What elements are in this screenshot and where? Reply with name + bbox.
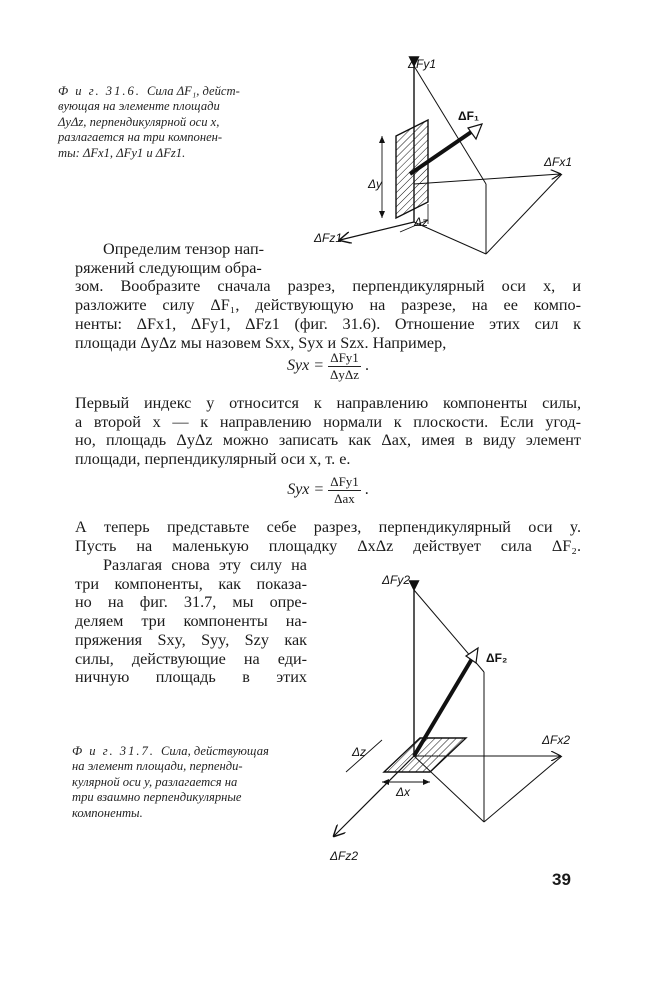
caption-line: Сила, действующая xyxy=(160,744,269,758)
caption-line: разлагается на три компонен- xyxy=(58,130,223,145)
text-line: а второй x — к направлению нормали к плоскости. Если угод- xyxy=(75,412,581,431)
formula-lhs: Syx = xyxy=(287,481,325,499)
paragraph-3-column xyxy=(75,556,307,687)
figure-31-7-label: Ф и г. 31.7. xyxy=(72,744,155,758)
text-line: но, площадь ΔyΔz можно записать как Δax, имея в виду элемент xyxy=(75,431,581,450)
text-line: Пусть на маленькую площадку ΔxΔz действует сила ΔF₂. xyxy=(75,536,581,555)
text-line: площади ΔyΔz мы назовем Sxx, Syx и Szx. Например, xyxy=(75,333,447,352)
label-fx1: ΔFx1 xyxy=(544,155,573,169)
formula-denominator: ΔyΔz xyxy=(330,367,359,382)
text-line: ничную площадь в этих xyxy=(75,668,307,687)
formula-fraction xyxy=(328,350,361,383)
label-fz2: ΔFz2 xyxy=(330,849,359,863)
label-f1: ΔF₁ xyxy=(458,109,479,123)
formula-trail: . xyxy=(364,481,369,499)
paragraph-1 xyxy=(75,240,581,352)
caption-line: ΔyΔz, перпендикулярной оси x, xyxy=(58,114,220,129)
caption-line: вующая на элементе площади xyxy=(58,99,220,114)
formula-denominator: Δax xyxy=(334,491,355,506)
formula-trail: . xyxy=(365,357,369,375)
caption-line: компоненты. xyxy=(72,805,143,820)
label-dz: Δz xyxy=(352,745,367,759)
label-dx: Δx xyxy=(396,785,411,799)
label-fy2: ΔFy2 xyxy=(382,573,411,587)
text-line: разложите силу ΔF₁, действующую на разрезе, на ее компо- xyxy=(75,296,581,315)
paragraph-2 xyxy=(75,394,581,469)
caption-line: ты: ΔFx1, ΔFy1 и ΔFz1. xyxy=(58,145,186,160)
formula-1 xyxy=(75,350,581,383)
formula-numerator: ΔFy1 xyxy=(330,474,359,489)
formula-numerator: ΔFy1 xyxy=(328,350,361,367)
area-element xyxy=(396,120,428,218)
text-line: ряжений следующим обра- xyxy=(75,258,262,277)
formula-fraction xyxy=(328,474,361,507)
figure-31-6-caption xyxy=(58,84,288,161)
figure-31-6-label: Ф и г. 31.6. xyxy=(58,84,141,98)
text-line: Разлагая снова эту силу на xyxy=(103,556,307,574)
text-line: Первый индекс y относится к направлению компоненты силы, xyxy=(75,394,581,412)
caption-line: на элемент площади, перпенди- xyxy=(72,759,243,774)
caption-line: Сила ΔF₁, дейст- xyxy=(146,84,240,98)
label-dy: Δy xyxy=(368,177,383,191)
text-line: три компоненты, как показа- xyxy=(75,574,307,593)
area-element xyxy=(384,738,466,772)
paragraph-3-top xyxy=(75,518,581,555)
text-line: Определим тензор нап- xyxy=(103,240,265,258)
label-fy1: ΔFy1 xyxy=(408,57,437,71)
text-line: А теперь представьте себе разрез, перпендикулярный оси y. xyxy=(75,518,581,536)
text-line: пряжения Sxy, Syy, Szy как xyxy=(75,630,307,649)
caption-line: кулярной оси y, разлагается на xyxy=(72,774,238,789)
text-line: но на фиг. 31.7, мы опре- xyxy=(75,593,307,612)
text-line: силы, действующие на еди- xyxy=(75,649,307,668)
label-dz: Δz xyxy=(414,215,429,229)
text-line: ненты: ΔFx1, ΔFy1, ΔFz1 (фиг. 31.6). Отношение этих сил к xyxy=(75,314,581,333)
figure-31-7-diagram xyxy=(316,560,588,866)
text-line: площади, перпендикулярный оси x, т. е. xyxy=(75,450,351,469)
text-line: зом. Вообразите сначала разрез, перпендикулярный оси x, и xyxy=(75,277,581,296)
figure-31-7-caption xyxy=(72,744,312,821)
fx-arrow xyxy=(414,174,560,184)
formula-2 xyxy=(75,474,581,507)
label-fz1: ΔFz1 xyxy=(314,231,343,245)
text-line: деляем три компоненты на- xyxy=(75,612,307,631)
formula-lhs: Syx = xyxy=(287,357,324,375)
page-number: 39 xyxy=(552,870,571,889)
label-f2: ΔF₂ xyxy=(486,651,508,665)
label-fx2: ΔFx2 xyxy=(542,733,571,747)
caption-line: три взаимно перпендикулярные xyxy=(72,790,242,805)
